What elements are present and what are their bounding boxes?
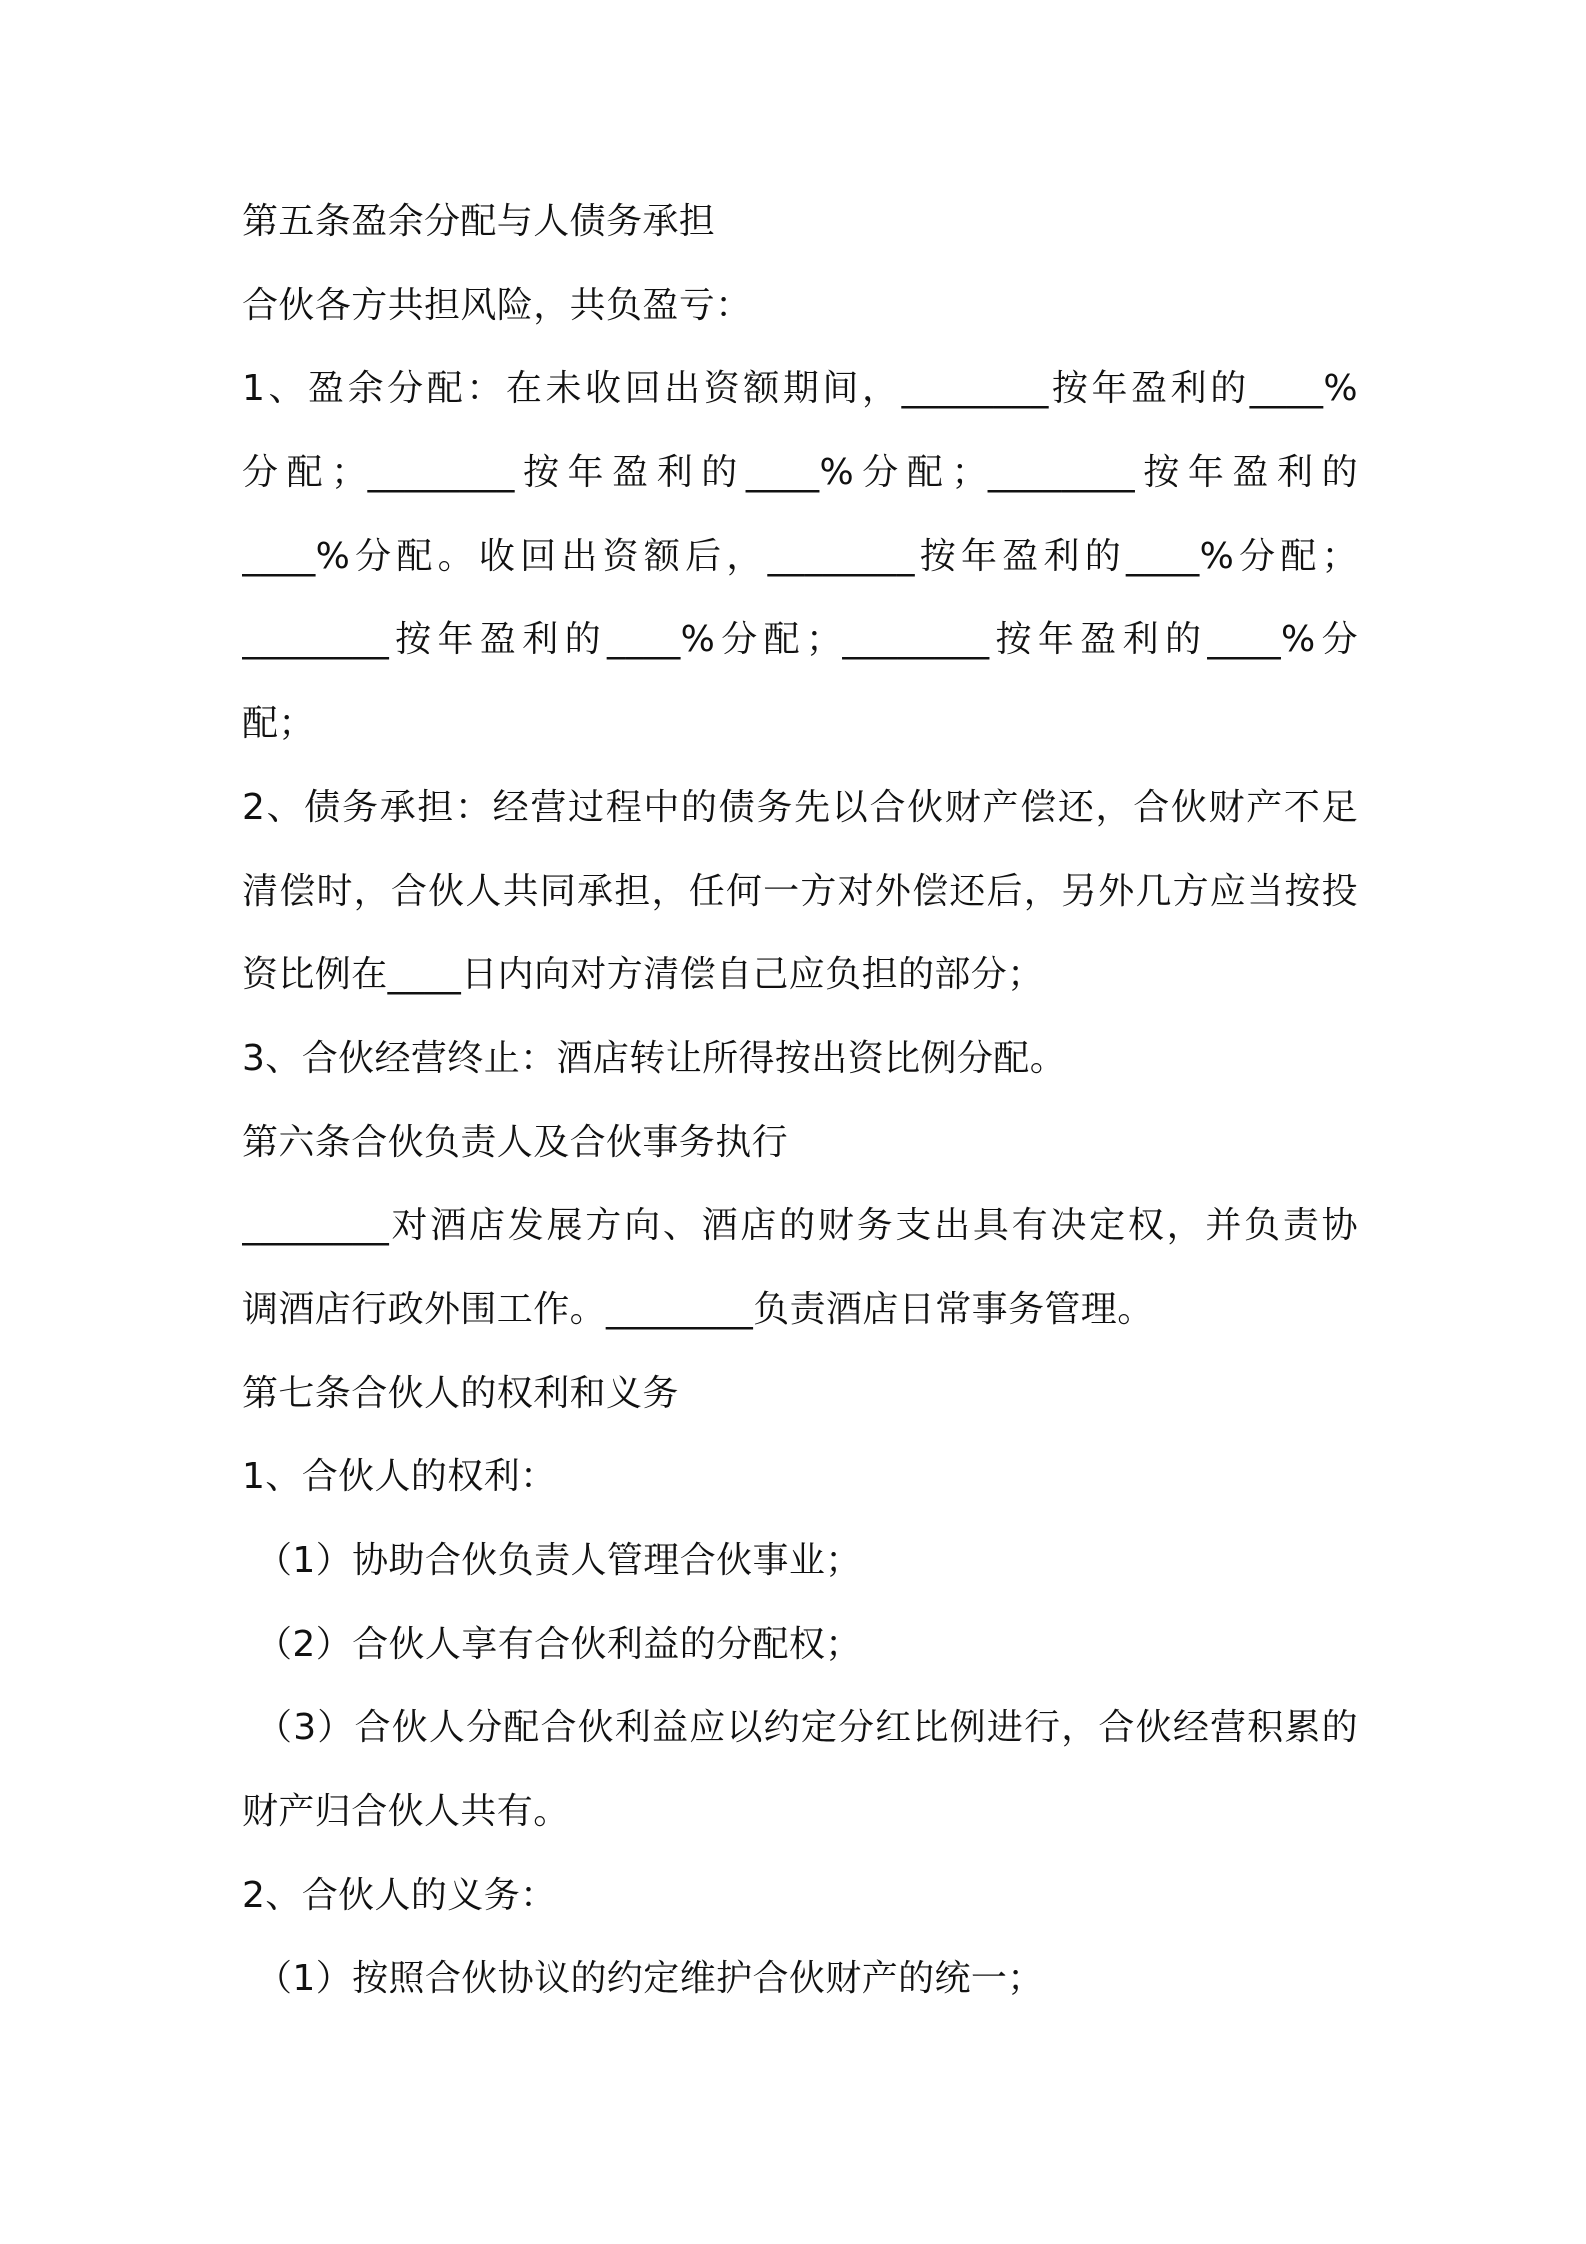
paragraph-responsible-person-line-1: ________对酒店发展方向、酒店的财务支出具有决定权，并负责协 bbox=[242, 1205, 1358, 1247]
paragraph-profit-distribution-line-1: 1、盈余分配：在未收回出资额期间，________按年盈利的____% bbox=[242, 368, 1358, 410]
paragraph-profit-distribution-line-5: 配； bbox=[242, 703, 315, 745]
partner-obligation-item-1: （1）按照合伙协议的约定维护合伙财产的统一； bbox=[256, 1958, 1044, 2000]
paragraph-debt-line-3: 资比例在____日内向对方清偿自己应负担的部分； bbox=[242, 954, 1044, 996]
paragraph-profit-distribution-line-4: ________按年盈利的____%分配；________按年盈利的____%分 bbox=[242, 619, 1358, 661]
partner-right-item-3-line-1: （3）合伙人分配合伙利益应以约定分红比例进行，合伙经营积累的 bbox=[256, 1707, 1358, 1749]
article-5-heading: 第五条盈余分配与人债务承担 bbox=[242, 201, 716, 242]
paragraph-profit-distribution-line-3: ____%分配。收回出资额后，________按年盈利的____%分配； bbox=[242, 535, 1358, 577]
partner-right-item-1: （1）协助合伙负责人管理合伙事业； bbox=[256, 1540, 862, 1581]
partner-obligations-heading: 2、合伙人的义务： bbox=[242, 1874, 557, 1916]
partner-rights-heading: 1、合伙人的权利： bbox=[242, 1456, 557, 1498]
paragraph-termination: 3、合伙经营终止：酒店转让所得按出资比例分配。 bbox=[242, 1037, 1067, 1079]
paragraph-profit-distribution-line-2: 分配；________按年盈利的____%分配；________按年盈利的 bbox=[242, 452, 1358, 494]
document-body bbox=[242, 200, 1358, 2041]
paragraph-responsible-person-line-2: 调酒店行政外围工作。________负责酒店日常事务管理。 bbox=[242, 1288, 1154, 1330]
article-7-heading: 第七条合伙人的权利和义务 bbox=[242, 1372, 679, 1414]
partner-right-item-2: （2）合伙人享有合伙利益的分配权； bbox=[256, 1623, 862, 1665]
article-6-heading: 第六条合伙负责人及合伙事务执行 bbox=[242, 1121, 789, 1163]
paragraph-debt-line-1: 2、债务承担：经营过程中的债务先以合伙财产偿还，合伙财产不足 bbox=[242, 786, 1358, 828]
partner-right-item-3-line-2: 财产归合伙人共有。 bbox=[242, 1791, 570, 1833]
paragraph-risk-sharing: 合伙各方共担风险，共负盈亏： bbox=[242, 284, 752, 326]
paragraph-debt-line-2: 清偿时，合伙人共同承担，任何一方对外偿还后，另外几方应当按投 bbox=[242, 870, 1358, 912]
